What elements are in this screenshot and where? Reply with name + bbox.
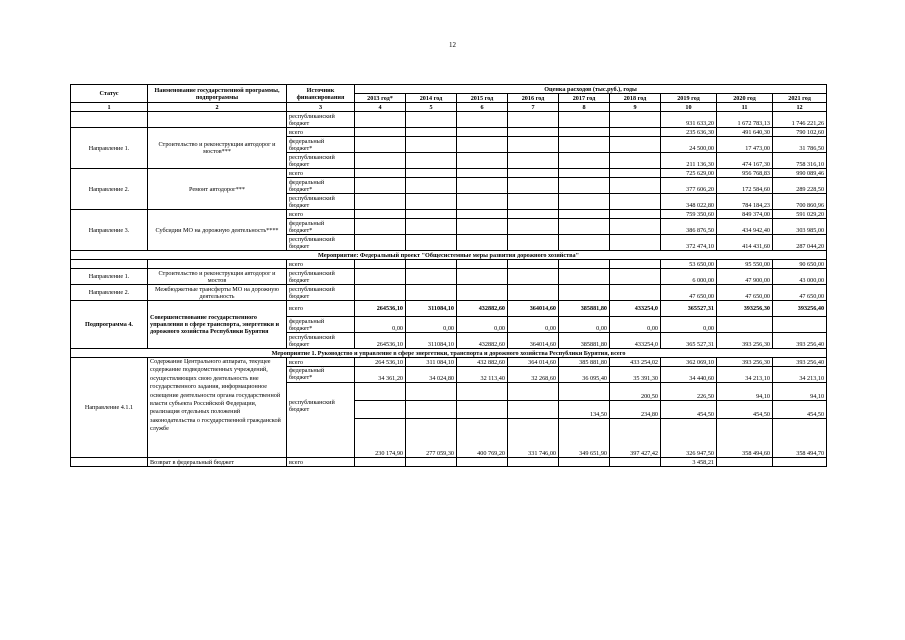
table-cell (559, 137, 610, 153)
table-row (71, 285, 827, 301)
table-cell (457, 235, 508, 251)
direction-name: Строительство и реконструкция автодорог и мостов (148, 269, 287, 285)
table-cell (355, 285, 406, 301)
table-cell (457, 169, 508, 178)
table-cell: 6 000,00 (661, 269, 717, 285)
table-cell (559, 153, 610, 169)
table-cell: федеральный бюджет* (287, 219, 355, 235)
table-cell (559, 210, 610, 219)
table-cell: 53 650,00 (661, 260, 717, 269)
table-cell (610, 178, 661, 194)
table-cell: 34 213,10 (717, 367, 773, 383)
table-cell (508, 260, 559, 269)
table-row (71, 458, 827, 467)
table-cell (508, 383, 559, 401)
table-cell (610, 260, 661, 269)
table-cell: 34 213,10 (773, 367, 827, 383)
table-cell: 393 256,40 (773, 358, 827, 367)
table-cell (508, 194, 559, 210)
table-cell: 0,00 (610, 317, 661, 333)
table-cell (457, 112, 508, 128)
table-cell (559, 269, 610, 285)
table-cell (355, 169, 406, 178)
table-cell (610, 153, 661, 169)
table-cell (610, 194, 661, 210)
table-cell: 47 650,00 (661, 285, 717, 301)
table-cell (457, 178, 508, 194)
table-cell: 32 113,40 (457, 367, 508, 383)
table-cell (457, 285, 508, 301)
table-cell (406, 269, 457, 285)
table-cell: 0,00 (661, 317, 717, 333)
return-name: Возврат в федеральный бюджет (148, 458, 287, 467)
table-cell (406, 137, 457, 153)
table-cell (406, 128, 457, 137)
table-cell (406, 458, 457, 467)
table-cell: 454,50 (773, 401, 827, 419)
header-name: Наименование государственной программы, подпрограммы (148, 85, 287, 103)
table-cell: 474 167,30 (717, 153, 773, 169)
table-cell: федеральный бюджет* (287, 137, 355, 153)
table-row (71, 260, 827, 269)
table-cell (559, 383, 610, 401)
table-cell (508, 178, 559, 194)
table-cell (610, 235, 661, 251)
direction-name: Ремонт автодорог*** (148, 169, 287, 210)
table-cell: 0,00 (457, 317, 508, 333)
table-cell (457, 269, 508, 285)
table-cell: 386 876,50 (661, 219, 717, 235)
table-cell: 397 427,42 (610, 419, 661, 458)
table-cell (610, 169, 661, 178)
direction-label: Направление 1. (71, 128, 148, 169)
table-cell: 393 256,30 (717, 358, 773, 367)
page-number: 12 (449, 41, 456, 49)
table-cell: 956 768,83 (717, 169, 773, 178)
table-cell: республиканский бюджет (287, 383, 355, 458)
table-cell: 311084,10 (406, 333, 457, 349)
direction-label: Направление 2. (71, 285, 148, 301)
section-title: Мероприятие 1. Руководство и управление в сфере энергетики, транспорта и дорожного хозяйства Республики Бурятия, всего (71, 349, 827, 358)
table-cell: всего (287, 458, 355, 467)
table-cell (773, 458, 827, 467)
table-cell: 226,50 (661, 383, 717, 401)
table-cell: 134,50 (559, 401, 610, 419)
table-cell: 454,50 (661, 401, 717, 419)
table-cell: 432 882,60 (457, 358, 508, 367)
table-cell: 17 473,00 (717, 137, 773, 153)
table-cell: 365 527,31 (661, 333, 717, 349)
col-num: 10 (661, 103, 717, 112)
table-cell: 725 629,00 (661, 169, 717, 178)
table-cell (355, 269, 406, 285)
table-cell (457, 383, 508, 401)
table-cell: 47 650,00 (717, 285, 773, 301)
table-row (71, 269, 827, 285)
table-cell: 34 024,80 (406, 367, 457, 383)
table-cell: всего (287, 260, 355, 269)
table-cell: 377 606,20 (661, 178, 717, 194)
year-cell: 2020 год (717, 94, 773, 103)
table-cell: 234,80 (610, 401, 661, 419)
header-source: Источник финансирования (287, 85, 355, 103)
year-cell: 2018 год (610, 94, 661, 103)
table-cell (508, 219, 559, 235)
table-cell (610, 458, 661, 467)
table-row (71, 128, 827, 137)
table-cell (773, 317, 827, 333)
table-cell: 94,10 (717, 383, 773, 401)
table-cell (610, 128, 661, 137)
table-cell: 393256,30 (717, 301, 773, 317)
table-cell (406, 153, 457, 169)
direction-label: Направление 2. (71, 169, 148, 210)
header-estimate: Оценка расходов (тыс.руб.), годы (355, 85, 827, 94)
table-cell: 414 431,60 (717, 235, 773, 251)
table-cell (355, 128, 406, 137)
table-cell: 3 458,21 (661, 458, 717, 467)
table-cell: 433 254,02 (610, 358, 661, 367)
table-cell: республиканский бюджет (287, 333, 355, 349)
table-cell: 358 494,60 (717, 419, 773, 458)
table-cell: 0,00 (559, 317, 610, 333)
table-cell: 230 174,90 (355, 419, 406, 458)
table-cell (559, 285, 610, 301)
table-cell: 432882,60 (457, 333, 508, 349)
table-cell: 433254,0 (610, 333, 661, 349)
table-cell: 94,10 (773, 383, 827, 401)
direction-label: Направление 4.1.1 (71, 358, 148, 458)
table-cell (457, 260, 508, 269)
table-cell: всего (287, 358, 355, 367)
table-cell: 358 494,70 (773, 419, 827, 458)
col-num: 8 (559, 103, 610, 112)
table-cell (508, 210, 559, 219)
table-cell: 24 500,00 (661, 137, 717, 153)
direction-name: Субсидии МО на дорожную деятельность**** (148, 210, 287, 251)
table-cell (406, 194, 457, 210)
year-cell: 2017 год (559, 94, 610, 103)
col-num: 5 (406, 103, 457, 112)
subprogram-name: Совершенствование государственного управления в сфере транспорта, энергетики и дорожного хозяйства Республики Бурятия (148, 301, 287, 349)
table-cell (457, 458, 508, 467)
direction-label: Направление 3. (71, 210, 148, 251)
table-cell (508, 401, 559, 419)
table-cell: 0,00 (508, 317, 559, 333)
table-cell: 364014,60 (508, 333, 559, 349)
table-cell: 393 256,40 (773, 333, 827, 349)
table-cell: всего (287, 301, 355, 317)
table-cell (355, 137, 406, 153)
table-cell: 34 440,60 (661, 367, 717, 383)
year-cell: 2014 год (406, 94, 457, 103)
table-cell: 0,00 (355, 317, 406, 333)
table-cell: 95 550,00 (717, 260, 773, 269)
table-cell (457, 401, 508, 419)
table-cell (508, 458, 559, 467)
table-cell (610, 210, 661, 219)
table-cell (71, 260, 148, 269)
expenditure-table (70, 84, 827, 467)
table-cell (406, 235, 457, 251)
year-cell: 2013 год* (355, 94, 406, 103)
table-cell (355, 260, 406, 269)
table-cell: 211 136,30 (661, 153, 717, 169)
table-cell: 372 474,10 (661, 235, 717, 251)
subprogram-label: Подпрограмма 4. (71, 301, 148, 349)
table-cell (406, 210, 457, 219)
table-cell (559, 219, 610, 235)
table-cell (457, 210, 508, 219)
table-cell (559, 235, 610, 251)
table-cell (355, 112, 406, 128)
col-num: 3 (287, 103, 355, 112)
table-cell: 364 014,60 (508, 358, 559, 367)
table-row (71, 301, 827, 317)
table-cell: всего (287, 169, 355, 178)
table-cell (717, 317, 773, 333)
table-row (71, 210, 827, 219)
table-cell: 393256,40 (773, 301, 827, 317)
header-status: Статус (71, 85, 148, 103)
table-cell (406, 219, 457, 235)
table-cell (71, 112, 148, 128)
table-cell: 700 860,96 (773, 194, 827, 210)
col-num: 9 (610, 103, 661, 112)
table-cell: республиканский бюджет (287, 194, 355, 210)
table-cell (508, 269, 559, 285)
col-num: 2 (148, 103, 287, 112)
table-cell: 1 672 783,13 (717, 112, 773, 128)
table-cell (508, 153, 559, 169)
column-numbers-row (71, 103, 827, 112)
table-cell: 311 084,10 (406, 358, 457, 367)
table-cell (610, 219, 661, 235)
table-cell (508, 285, 559, 301)
table-cell (355, 401, 406, 419)
table-cell (559, 112, 610, 128)
table-cell (457, 153, 508, 169)
table-cell: 36 095,40 (559, 367, 610, 383)
table-cell (406, 178, 457, 194)
table-cell (457, 137, 508, 153)
table-cell: 385881,80 (559, 301, 610, 317)
table-cell (610, 269, 661, 285)
table-cell (406, 260, 457, 269)
col-num: 1 (71, 103, 148, 112)
year-cell: 2019 год (661, 94, 717, 103)
table-cell (355, 194, 406, 210)
table-cell: 348 022,80 (661, 194, 717, 210)
table-cell (508, 137, 559, 153)
table-cell: 264536,10 (355, 333, 406, 349)
direction-label: Направление 1. (71, 269, 148, 285)
year-cell: 2016 год (508, 94, 559, 103)
col-num: 7 (508, 103, 559, 112)
table-cell: 0,00 (406, 317, 457, 333)
table-cell (406, 169, 457, 178)
table-cell: 759 350,60 (661, 210, 717, 219)
table-cell (508, 112, 559, 128)
table-cell: 200,50 (610, 383, 661, 401)
table-cell (406, 383, 457, 401)
year-cell: 2015 год (457, 94, 508, 103)
table-cell: 289 228,50 (773, 178, 827, 194)
table-cell: 264 536,10 (355, 358, 406, 367)
table-cell (355, 219, 406, 235)
table-row (71, 358, 827, 367)
table-cell: 849 374,00 (717, 210, 773, 219)
table-cell (457, 194, 508, 210)
table-cell: 287 044,20 (773, 235, 827, 251)
section-title-row (71, 251, 827, 260)
table-cell: республиканский бюджет (287, 235, 355, 251)
table-cell (559, 260, 610, 269)
table-cell: федеральный бюджет* (287, 367, 355, 383)
table-cell (355, 153, 406, 169)
table-cell: 931 633,20 (661, 112, 717, 128)
table-cell: 90 650,00 (773, 260, 827, 269)
table-cell: 393 256,30 (717, 333, 773, 349)
table-cell (148, 260, 287, 269)
table-cell (610, 112, 661, 128)
table-cell (508, 235, 559, 251)
table-cell: 235 636,30 (661, 128, 717, 137)
table-cell: 1 746 221,26 (773, 112, 827, 128)
table-cell: 385881,80 (559, 333, 610, 349)
table-cell: 331 746,00 (508, 419, 559, 458)
table-cell: 172 584,60 (717, 178, 773, 194)
table-cell: 264536,10 (355, 301, 406, 317)
direction-name: Содержание Центрального аппарата, текущее содержание подведомственных учреждений, осуществляющих свою деятельность вне государственного задания, информационное освещение деятельности органа государственной власти субъекта Российской Федерации, реализация отдельных положений законодательства о государственной гражданской службе (148, 358, 287, 458)
table-cell: 362 069,10 (661, 358, 717, 367)
table-cell: 990 089,46 (773, 169, 827, 178)
direction-name: Строительство и реконструкция автодорог и мостов*** (148, 128, 287, 169)
table-cell: 784 184,23 (717, 194, 773, 210)
section-title: Мероприятие: Федеральный проект "Общесистемные меры развития дорожного хозяйства" (71, 251, 827, 260)
table-cell: 433254,0 (610, 301, 661, 317)
col-num: 6 (457, 103, 508, 112)
table-cell: 365527,31 (661, 301, 717, 317)
year-cell: 2021 год (773, 94, 827, 103)
table-cell (355, 383, 406, 401)
table-cell: 432882,60 (457, 301, 508, 317)
table-cell: 311084,10 (406, 301, 457, 317)
table-cell: 591 029,20 (773, 210, 827, 219)
table-cell: федеральный бюджет* (287, 317, 355, 333)
table-cell: 434 942,40 (717, 219, 773, 235)
table-cell (355, 178, 406, 194)
table-cell: 790 102,60 (773, 128, 827, 137)
table-cell (610, 285, 661, 301)
table-cell: республиканский бюджет (287, 285, 355, 301)
table-cell: 47 900,00 (717, 269, 773, 285)
direction-name: Межбюджетные трансферты МО на дорожную деятельность (148, 285, 287, 301)
table-cell: 31 786,50 (773, 137, 827, 153)
table-cell: 47 650,00 (773, 285, 827, 301)
table-cell: 43 000,00 (773, 269, 827, 285)
table-row (71, 169, 827, 178)
table-cell (717, 458, 773, 467)
table-cell: 34 361,20 (355, 367, 406, 383)
table-cell (559, 128, 610, 137)
table-cell: всего (287, 210, 355, 219)
table-cell: 400 769,20 (457, 419, 508, 458)
table-cell: 32 268,60 (508, 367, 559, 383)
source-cell: республиканский бюджет (287, 112, 355, 128)
table-cell: 491 640,30 (717, 128, 773, 137)
table-cell: 454,50 (717, 401, 773, 419)
table-cell: федеральный бюджет* (287, 178, 355, 194)
table-row (71, 112, 827, 128)
table-cell: 35 391,30 (610, 367, 661, 383)
table-cell: 326 947,50 (661, 419, 717, 458)
col-num: 11 (717, 103, 773, 112)
table-cell (610, 137, 661, 153)
table-cell: 364014,60 (508, 301, 559, 317)
table-cell: 349 651,90 (559, 419, 610, 458)
table-cell (559, 178, 610, 194)
table-cell: 303 985,00 (773, 219, 827, 235)
table-cell: республиканский бюджет (287, 269, 355, 285)
table-cell (355, 210, 406, 219)
table-cell (71, 458, 148, 467)
table-cell: 758 316,10 (773, 153, 827, 169)
table-cell: республиканский бюджет (287, 153, 355, 169)
table-cell (559, 458, 610, 467)
table-cell (508, 169, 559, 178)
col-num: 12 (773, 103, 827, 112)
table-cell (148, 112, 287, 128)
table-cell: 277 059,30 (406, 419, 457, 458)
section-title-row (71, 349, 827, 358)
table-cell: 385 881,80 (559, 358, 610, 367)
table-cell: всего (287, 128, 355, 137)
table-cell (508, 128, 559, 137)
table-cell (355, 458, 406, 467)
table-cell (457, 219, 508, 235)
table-cell (457, 128, 508, 137)
table-cell (559, 194, 610, 210)
table-cell (406, 112, 457, 128)
table-cell (559, 169, 610, 178)
col-num: 4 (355, 103, 406, 112)
table-cell (406, 285, 457, 301)
table-cell (406, 401, 457, 419)
table-cell (355, 235, 406, 251)
